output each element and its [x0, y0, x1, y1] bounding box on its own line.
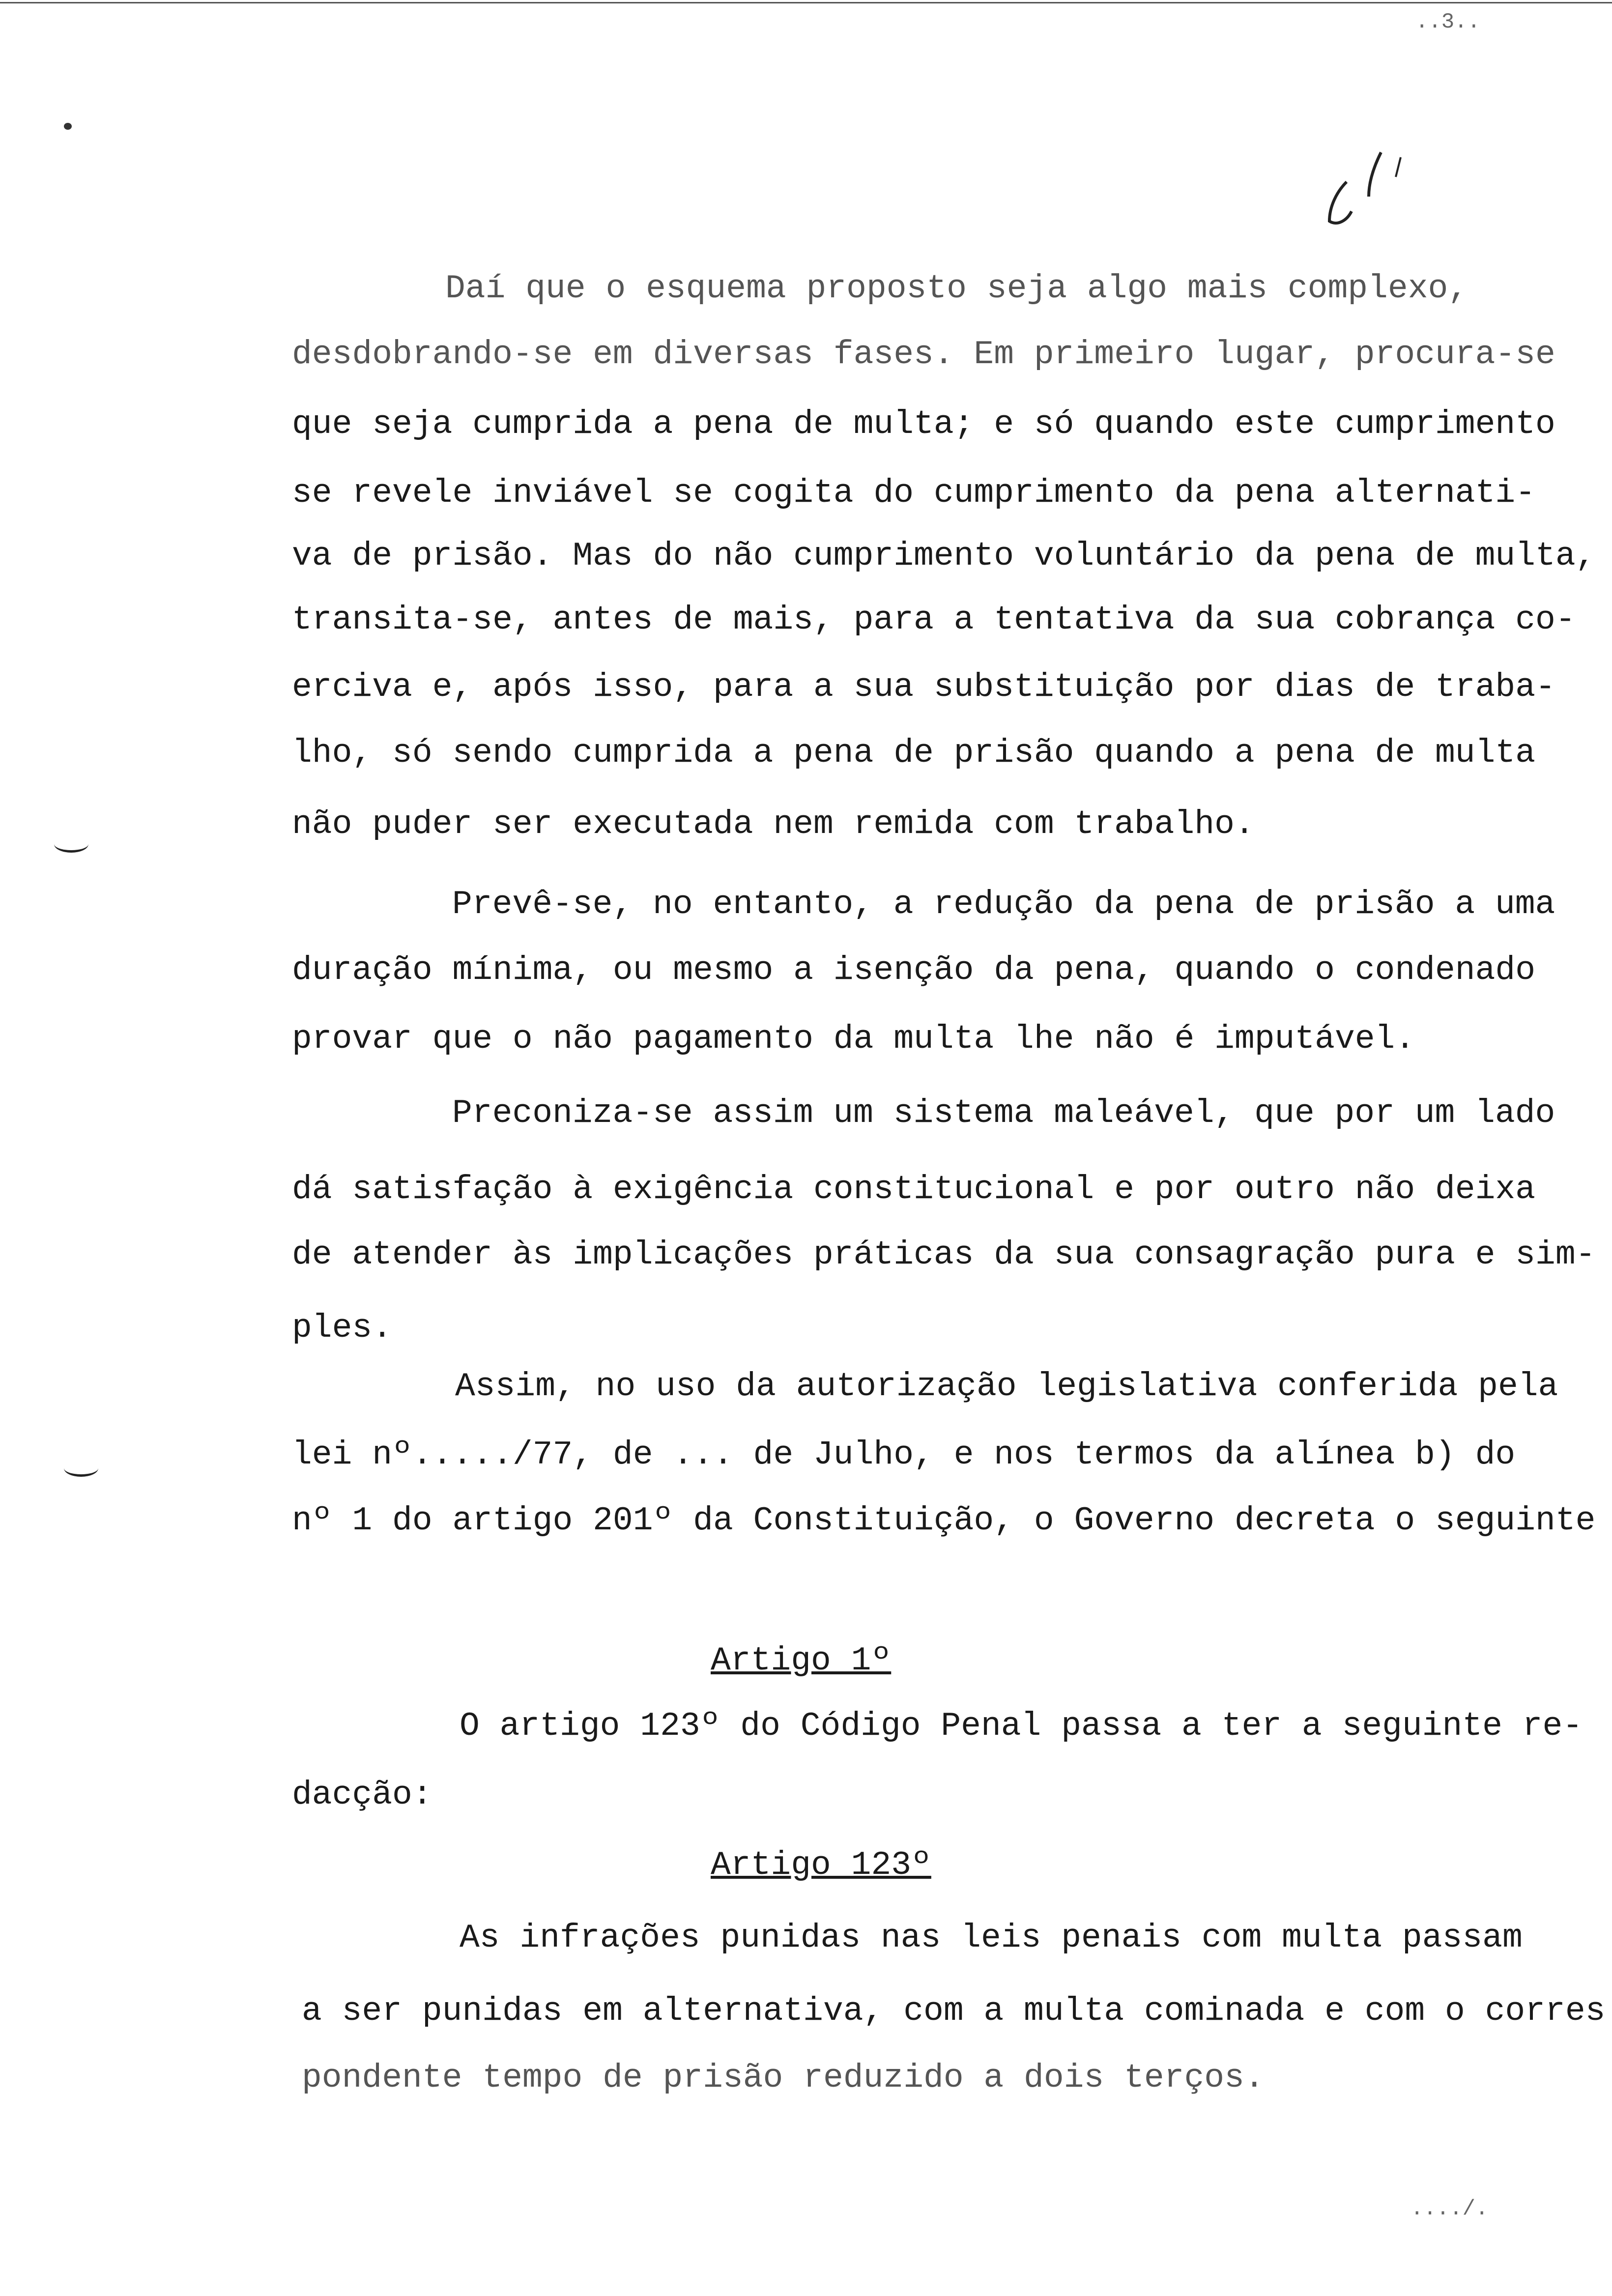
- text-line: lho, só sendo cumprida a pena de prisão quando a pena de multa: [292, 734, 1536, 772]
- article-1-heading: Artigo 1º: [711, 1642, 892, 1680]
- text-line: dacção:: [292, 1776, 432, 1814]
- scan-speck: [64, 123, 72, 130]
- handwritten-initials: [1327, 143, 1425, 231]
- text-line: Preconiza-se assim um sistema maleável, que por um lado: [452, 1094, 1555, 1132]
- text-line: lei nº...../77, de ... de Julho, e nos termos da alínea b) do: [292, 1436, 1516, 1474]
- text-line: nº 1 do artigo 201º da Constituição, o Governo decreta o seguinte: [292, 1502, 1596, 1540]
- article-123-heading: Artigo 123º: [711, 1846, 931, 1884]
- text-line: duração mínima, ou mesmo a isenção da pena, quando o condenado: [292, 951, 1536, 989]
- text-line: erciva e, após isso, para a sua substituição por dias de traba-: [292, 668, 1555, 706]
- scan-top-edge: [0, 2, 1612, 3]
- text-line: não puder ser executada nem remida com trabalho.: [292, 805, 1255, 843]
- text-line: O artigo 123º do Código Penal passa a ter a seguinte re-: [460, 1707, 1583, 1745]
- text-line: que seja cumprida a pena de multa; e só quando este cumprimento: [292, 405, 1555, 443]
- text-line: As infrações punidas nas leis penais com multa passam: [460, 1919, 1523, 1957]
- text-line: Prevê-se, no entanto, a redução da pena de prisão a uma: [452, 886, 1555, 923]
- text-line: desdobrando-se em diversas fases. Em primeiro lugar, procura-se: [292, 336, 1555, 373]
- binder-hole-mark: [64, 1460, 98, 1477]
- text-line: a ser punidas em alternativa, com a multa cominada e com o corres: [302, 1992, 1606, 2030]
- binder-hole-mark: [54, 835, 88, 853]
- page-number-marker: ..3..: [1415, 10, 1481, 34]
- text-line: pondente tempo de prisão reduzido a dois terços.: [302, 2059, 1265, 2097]
- text-line: Daí que o esquema proposto seja algo mais complexo,: [445, 270, 1468, 308]
- text-line: dá satisfação à exigência constitucional e por outro não deixa: [292, 1171, 1536, 1208]
- continuation-marker: ..../.: [1410, 2197, 1489, 2221]
- text-line: Assim, no uso da autorização legislativa conferida pela: [455, 1368, 1558, 1406]
- text-line: transita-se, antes de mais, para a tentativa da sua cobrança co-: [292, 601, 1576, 639]
- text-line: provar que o não pagamento da multa lhe não é imputável.: [292, 1020, 1415, 1058]
- text-line: ples.: [292, 1309, 393, 1347]
- text-line: va de prisão. Mas do não cumprimento voluntário da pena de multa,: [292, 537, 1596, 575]
- text-line: se revele inviável se cogita do cumprimento da pena alternati-: [292, 474, 1536, 512]
- text-line: de atender às implicações práticas da sua consagração pura e sim-: [292, 1236, 1596, 1274]
